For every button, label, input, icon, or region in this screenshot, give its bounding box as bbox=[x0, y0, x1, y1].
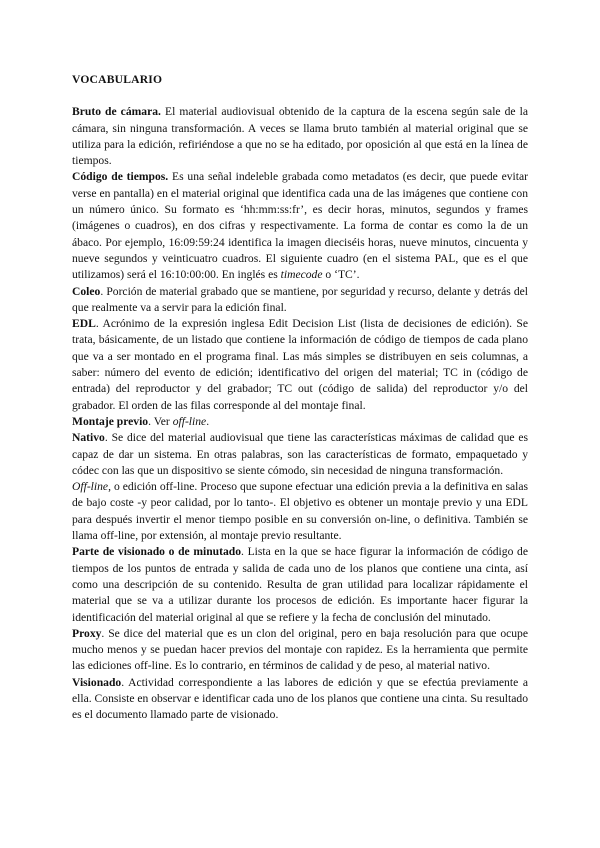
entry-definition: . Lista en la que se hace figurar la información de código de tiempos de los puntos de entrada y salida de cada uno de los planos que contiene una cinta, así como una descripción de su contenido. Resulta de gran utilidad para localizar rápidamente el material que se va a utilizar durante los procesos de edición. Es importante hacer figurar la identificación del material original al que se refiere y la fecha de conclusión del minutado. bbox=[72, 545, 528, 624]
glossary-entry-montaje-previo bbox=[72, 414, 528, 430]
glossary-entry-codigo-de-tiempos bbox=[72, 169, 528, 283]
entry-term: Montaje previo bbox=[72, 414, 149, 428]
entry-term: Nativo bbox=[72, 431, 105, 445]
entry-definition-end: . bbox=[206, 414, 210, 428]
entry-term: EDL bbox=[72, 317, 96, 331]
entry-term: Off-line bbox=[72, 480, 109, 494]
entry-definition: . Ver bbox=[148, 414, 173, 428]
glossary-entry-parte-de-visionado bbox=[72, 544, 528, 625]
entry-definition: . Se dice del material que es un clon del original, pero en baja resolución para que ocupe mucho menos y se puedan hacer previos del montaje con rapidez. Es la herramienta que permite las ediciones off-line. Es lo contrario, en términos de calidad y de peso, al material nativo. bbox=[72, 626, 528, 673]
entry-cross-reference: off-line bbox=[172, 414, 207, 428]
entry-definition: , o edición off-line. Proceso que supone efectuar una edición previa a la definitiva en salas de bajo coste -y peor calidad, por lo tanto-. El objetivo es obtener un montaje previo y una EDL para después invertir el menor tiempo posible en su conversión on-line, o definitiva. También se llama off-line, por extensión, al montaje previo resultante. bbox=[72, 480, 528, 543]
entry-definition-italic: timecode bbox=[280, 268, 323, 282]
glossary-entry-bruto-de-camara bbox=[72, 104, 528, 169]
glossary-entry-off-line bbox=[72, 479, 528, 544]
glossary-entry-visionado bbox=[72, 675, 528, 724]
entry-definition: Es una señal indeleble grabada como metadatos (es decir, que puede evitar verse en pantalla) en el material original que identifica cada una de las imágenes que contiene con un número único. Su formato es ‘hh:mm:ss:fr’, es decir horas, minutos, segundos y frames (imágenes o cuadros), en dos cifras y respectivamente. La forma de contar es como la de un ábaco. Por ejemplo, 16:09:59:24 identifica la imagen dieciséis horas, nueve minutos, cincuenta y nueve segundos y veinticuatro cuadros. El siguiente cuadro (en el sistema PAL, que es el que utilizamos) será el 16:10:00:00. En inglés es bbox=[72, 170, 528, 282]
page-title: VOCABULARIO bbox=[72, 73, 163, 86]
entry-term: Bruto de cámara. bbox=[72, 105, 161, 119]
glossary-entry-nativo bbox=[72, 430, 528, 479]
entry-term: Coleo bbox=[72, 284, 101, 298]
glossary-entry-edl bbox=[72, 316, 528, 414]
entry-term: Parte de visionado o de minutado bbox=[72, 545, 242, 559]
glossary-entry-proxy bbox=[72, 626, 528, 675]
document-body bbox=[72, 72, 528, 724]
entry-definition-end: o ‘TC’. bbox=[322, 268, 360, 282]
entry-definition: El material audiovisual obtenido de la captura de la escena según sale de la cámara, sin ninguna transformación. A veces se llama bruto también al material original que se utiliza para la edición, refiriéndose a que no se ha editado, por oposición al que está en la línea de tiempos. bbox=[72, 105, 528, 168]
entry-definition: . Se dice del material audiovisual que tiene las características máximas de calidad que es capaz de dar un sistema. En otras palabras, son las características de formato, empaquetado y códec con las que un dispositivo se siente cómodo, sin necesidad de ninguna transformación. bbox=[72, 431, 528, 477]
entry-definition: . Acrónimo de la expresión inglesa Edit Decision List (lista de decisiones de edición). Se trata, básicamente, de un listado que contiene la información de código de tiempos de cada plano que va a ser montado en el programa final. Las más simples se distribuyen en seis columnas, a saber: número del evento de edición; identificativo del origen del material; TC in (código de entrada) del reproductor y del grabador; TC out (código de salida) del reproductor y/o del grabador. El orden de las filas corresponde al del montaje final. bbox=[72, 317, 528, 412]
entry-term: Código de tiempos. bbox=[72, 170, 169, 184]
entry-term: Visionado bbox=[72, 675, 122, 689]
glossary-entry-coleo bbox=[72, 284, 528, 317]
entry-definition: . Porción de material grabado que se mantiene, por seguridad y recurso, delante y detrás del que realmente va a servir para la edición final. bbox=[72, 284, 528, 314]
entry-term: Proxy bbox=[72, 626, 102, 640]
entry-definition: . Actividad correspondiente a las labores de edición y que se efectúa previamente a ella. Consiste en observar e identificar cada uno de los planos que contiene una cinta. Su resultado es el documento llamado parte de visionado. bbox=[72, 675, 528, 722]
